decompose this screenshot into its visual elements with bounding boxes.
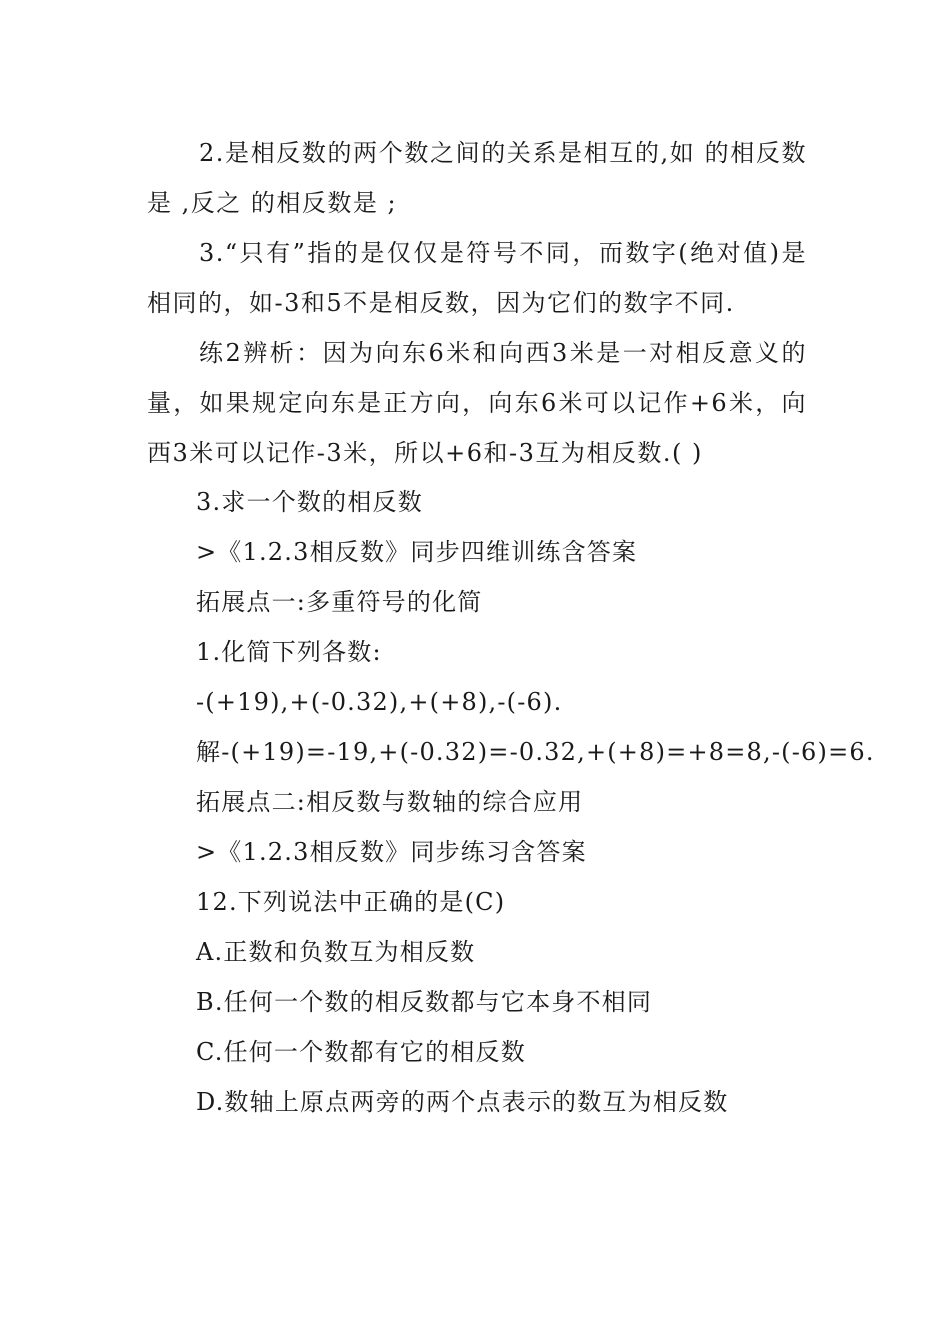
extension-point-1-heading: 拓展点一:多重符号的化简 [196,588,483,616]
question-1-prompt: 1.化简下列各数: [196,638,382,666]
reference-line-four-dimension: >《1.2.3相反数》同步四维训练含答案 [196,538,638,566]
question-1-expressions: -(+19),+(-0.32),+(+8),-(-6). [196,688,563,716]
paragraph-practice-2-analysis: 练2辨析：因为向东6米和向西3米是一对相反意义的量，如果规定向东是正方向，向东6米可以记作+6米，向西3米可以记作-3米，所以+6和-3互为相反数.( ) [147,339,807,467]
paragraph-only-sign-note: 3.“只有”指的是仅仅是符号不同，而数字(绝对值)是相同的，如-3和5不是相反数，因为它们的数字不同. [147,239,807,317]
option-b: B.任何一个数的相反数都与它本身不相同 [196,988,653,1016]
option-c: C.任何一个数都有它的相反数 [196,1038,526,1066]
paragraph-relation-note: 2.是相反数的两个数之间的关系是相互的,如 的相反数是 ,反之 的相反数是 ; [147,139,807,217]
question-12-prompt: 12.下列说法中正确的是(C) [196,888,506,916]
extension-point-2-heading: 拓展点二:相反数与数轴的综合应用 [196,788,584,816]
option-a: A.正数和负数互为相反数 [196,938,476,966]
question-1-solution: 解-(+19)=-19,+(-0.32)=-0.32,+(+8)=+8=8,-(-6)=6. [196,738,875,766]
reference-line-practice: >《1.2.3相反数》同步练习含答案 [196,838,587,866]
option-d: D.数轴上原点两旁的两个点表示的数互为相反数 [196,1088,729,1116]
section-heading-find-opposite: 3.求一个数的相反数 [196,488,423,516]
